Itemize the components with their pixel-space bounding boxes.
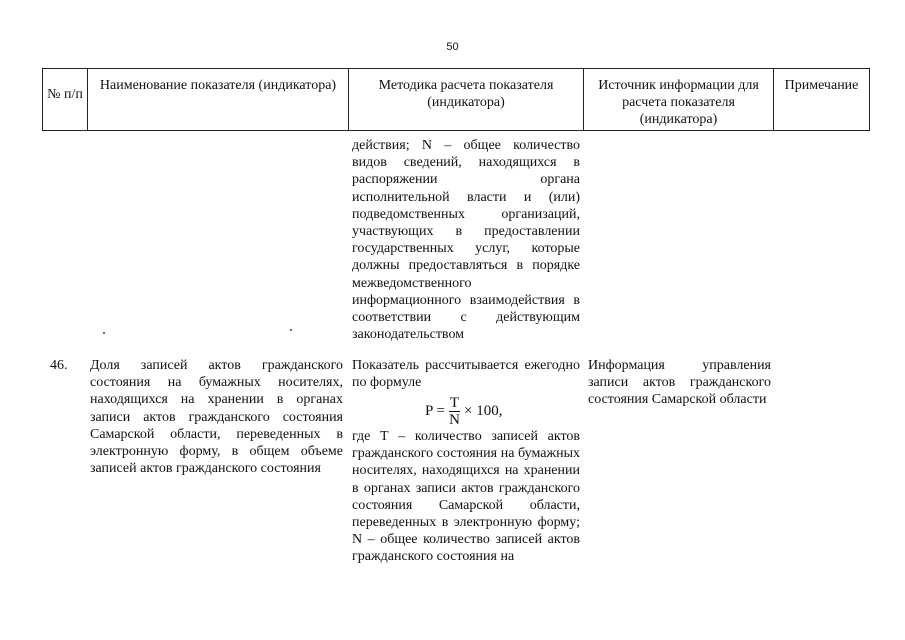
formula xyxy=(425,391,502,431)
method-body: где Т – количество записей актов гражданского состояния на бумажных носителях, находящихся на хранении в органах записи актов гражданского состояния Самарской области, переведенных в электронную форму; N – общее количество записей актов гражданского состояния на xyxy=(352,429,580,565)
indicator-name: Доля записей актов гражданского состояния на бумажных носителях, находящихся на хранении в органах записи актов гражданского состояния Самарской области, переведенных в электронную форму, в общем объеме записей актов гражданского состояния xyxy=(90,358,343,477)
scan-speck xyxy=(290,329,292,331)
row-number: 46. xyxy=(50,358,68,373)
scan-speck xyxy=(103,332,105,334)
header-col-name: Наименование показателя (индикатора) xyxy=(87,68,349,131)
header-col-source: Источник информации для расчета показателя (индикатора) xyxy=(583,68,774,131)
formula-numerator: T xyxy=(449,394,460,411)
header-col-method: Методика расчета показателя (индикатора) xyxy=(348,68,584,131)
formula-fraction xyxy=(449,396,460,427)
page-number: 50 xyxy=(446,41,459,53)
formula-rhs: × 100, xyxy=(464,402,503,419)
header-col-number: № п/п xyxy=(42,68,88,131)
method-intro: Показатель рассчитывается ежегодно по формуле xyxy=(352,358,580,391)
info-source: Информация управления записи актов гражданского состояния Самарской области xyxy=(588,358,771,408)
formula-lhs: P = xyxy=(425,402,445,419)
formula-denominator: N xyxy=(449,411,460,428)
header-col-note: Примечание xyxy=(773,68,870,131)
method-continuation: действия; N – общее количество видов сведений, находящихся в распоряжении органа исполнительной власти и (или) подведомственных организаций, участвующих в предоставлении государственных услуг, которые должны предоставляться в порядке межведомственного информационного взаимодействия в соответствии с действующим законодательством xyxy=(352,138,580,343)
